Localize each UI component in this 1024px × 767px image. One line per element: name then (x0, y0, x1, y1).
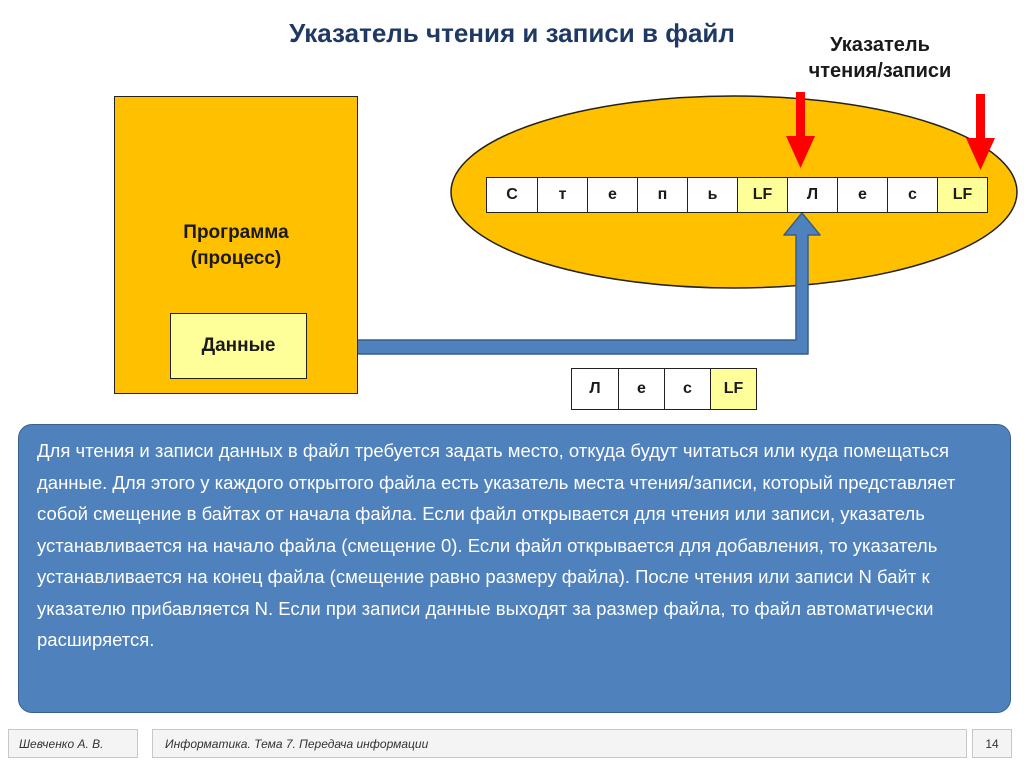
buffer-cells (571, 368, 757, 410)
file-cell: LF (937, 178, 987, 212)
buffer-cell: Л (572, 369, 618, 409)
file-cell: Л (787, 178, 837, 212)
file-cell: LF (737, 178, 787, 212)
footer-author: Шевченко А. В. (8, 729, 138, 758)
file-cell: ь (687, 178, 737, 212)
buffer-cell: е (618, 369, 664, 409)
footer-course: Информатика. Тема 7. Передача информации (152, 729, 967, 758)
program-label-line2: (процесс) (190, 248, 282, 269)
file-cell: с (887, 178, 937, 212)
pointer-label-line1: Указатель (830, 34, 930, 56)
file-cell: е (837, 178, 887, 212)
buffer-cell: LF (710, 369, 756, 409)
program-label (114, 220, 358, 272)
page-title: Указатель чтения и записи в файл (289, 18, 735, 48)
footer-page-number: 14 (972, 729, 1012, 758)
pointer-label-line2: чтения/записи (808, 60, 952, 82)
file-cell: п (637, 178, 687, 212)
program-label-line1: Программа (183, 222, 289, 243)
pointer-label (770, 32, 990, 84)
info-text: Для чтения и записи данных в файл требуется задать место, откуда будут читаться или куда помещаться данные. Для этого у каждого открытого файла есть указатель места чтения/записи, который представляет собой смещение в байтах от начала файла. Если файл открывается для чтения или записи, указатель устанавливается на начало файла (смещение 0). Если файл открывается для добавления, то указатель устанавливается на конец файла (смещение равно размеру файла). После чтения или записи N байт к указателю прибавляется N. Если при записи данные выходят за размер файла, то файл автоматически расширяется. (37, 440, 956, 650)
file-cell: е (587, 178, 637, 212)
info-panel (18, 424, 1011, 713)
data-box (170, 313, 307, 379)
buffer-cell: с (664, 369, 710, 409)
file-cell: С (487, 178, 537, 212)
file-cells (486, 177, 988, 213)
file-cell: т (537, 178, 587, 212)
data-box-label: Данные (201, 335, 276, 356)
